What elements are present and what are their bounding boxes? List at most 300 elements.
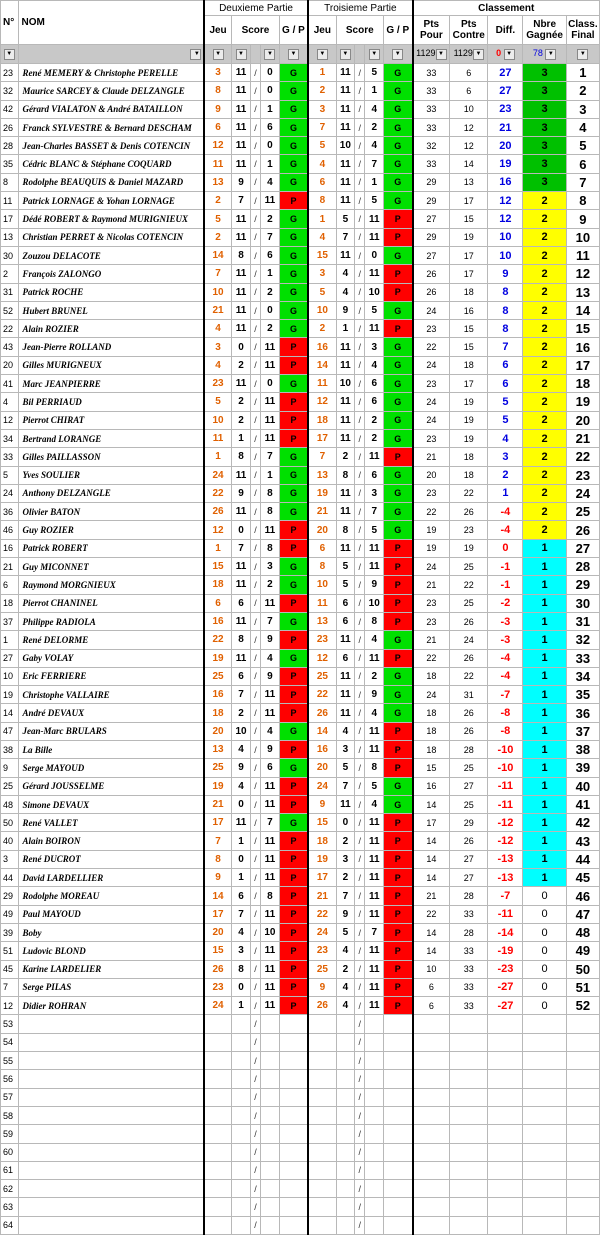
player-name[interactable] <box>18 1143 204 1161</box>
score2-a: 0 <box>232 795 251 813</box>
score2-a: 11 <box>232 649 251 667</box>
score2-b[interactable] <box>261 1180 280 1198</box>
pts-pour-cell: 24 <box>413 558 450 576</box>
score3-slash: / <box>355 228 365 246</box>
score2-a: 11 <box>232 265 251 283</box>
diff-cell: -11 <box>488 777 523 795</box>
dropdown-arrow-icon[interactable]: ▼ <box>369 49 380 60</box>
score2-b: 11 <box>261 521 280 539</box>
jeu3-cell: 9 <box>308 978 336 996</box>
player-name[interactable] <box>18 1106 204 1124</box>
jeu3-cell[interactable] <box>308 1161 336 1179</box>
jeu2-cell[interactable] <box>204 1216 232 1234</box>
player-name[interactable] <box>18 1180 204 1198</box>
score2-a: 11 <box>232 64 251 82</box>
nbre-gagnee-cell: 1 <box>523 631 566 649</box>
score3-b: 6 <box>365 375 384 393</box>
row-number: 1 <box>1 631 19 649</box>
player-name[interactable] <box>18 1052 204 1070</box>
empty-row <box>1 1033 600 1051</box>
score2-b: 11 <box>261 997 280 1015</box>
score2-slash: / <box>250 1161 260 1179</box>
score2-b[interactable] <box>261 1052 280 1070</box>
filter-jeu2[interactable] <box>204 45 232 64</box>
player-name: Pierrot CHANINEL <box>18 594 204 612</box>
nbre-gagnee-cell <box>523 1033 566 1051</box>
gp2-cell: G <box>279 503 308 521</box>
score3-a[interactable] <box>336 1143 355 1161</box>
diff-cell: 5 <box>488 411 523 429</box>
score2-a[interactable] <box>232 1033 251 1051</box>
empty-row <box>1 1216 600 1234</box>
score2-a[interactable] <box>232 1143 251 1161</box>
diff-cell: 20 <box>488 137 523 155</box>
class-final-cell <box>566 1216 599 1234</box>
score3-a[interactable] <box>336 1088 355 1106</box>
class-final-cell: 43 <box>566 832 599 850</box>
gp2-cell: P <box>279 411 308 429</box>
score2-slash: / <box>250 246 260 264</box>
pts-pour-cell: 21 <box>413 576 450 594</box>
diff-cell <box>488 1052 523 1070</box>
jeu3-cell[interactable] <box>308 1052 336 1070</box>
pts-pour-cell: 21 <box>413 631 450 649</box>
pts-contre-cell: 31 <box>450 686 488 704</box>
filter-pts-contre[interactable] <box>450 45 488 64</box>
class-final-cell: 21 <box>566 429 599 447</box>
score3-slash: / <box>355 118 365 136</box>
diff-cell: 7 <box>488 338 523 356</box>
player-name: Zouzou DELACOTE <box>18 246 204 264</box>
score3-b[interactable] <box>365 1070 384 1088</box>
score2-slash: / <box>250 356 260 374</box>
score3-slash: / <box>355 301 365 319</box>
score3-slash: / <box>355 521 365 539</box>
score2-b: 8 <box>261 503 280 521</box>
pts-contre-cell: 27 <box>450 777 488 795</box>
filter-s3a[interactable] <box>336 45 355 64</box>
score2-b: 7 <box>261 814 280 832</box>
jeu3-cell[interactable] <box>308 1106 336 1124</box>
gp3-cell: G <box>384 375 413 393</box>
nbre-gagnee-cell: 2 <box>523 320 566 338</box>
score3-b: 4 <box>365 100 384 118</box>
gp3-cell: P <box>384 869 413 887</box>
jeu3-cell: 7 <box>308 448 336 466</box>
score2-b[interactable] <box>261 1033 280 1051</box>
jeu3-cell[interactable] <box>308 1180 336 1198</box>
score2-slash: / <box>250 429 260 447</box>
score3-slash: / <box>355 1052 365 1070</box>
dropdown-arrow-icon[interactable]: ▼ <box>392 49 403 60</box>
diff-cell: 1 <box>488 484 523 502</box>
gp3-cell: G <box>384 64 413 82</box>
filter-s2b[interactable] <box>261 45 280 64</box>
gp3-cell: G <box>384 466 413 484</box>
gp2-header: G / P <box>279 16 308 45</box>
dropdown-arrow-icon[interactable]: ▼ <box>545 49 556 60</box>
score2-slash: / <box>250 265 260 283</box>
player-name: Jean-Charles BASSET & Denis COTENCIN <box>18 137 204 155</box>
score3-a[interactable] <box>336 1216 355 1234</box>
jeu2-cell[interactable] <box>204 1088 232 1106</box>
nbre-gagnee-cell: 2 <box>523 210 566 228</box>
row-number: 37 <box>1 612 19 630</box>
filter-jeu3[interactable] <box>308 45 336 64</box>
table-row <box>1 631 600 649</box>
gp3-cell: G <box>384 155 413 173</box>
score3-b[interactable] <box>365 1015 384 1033</box>
table-row <box>1 814 600 832</box>
score2-a[interactable] <box>232 1161 251 1179</box>
pts-contre-cell <box>450 1106 488 1124</box>
jeu2-cell[interactable] <box>204 1070 232 1088</box>
dropdown-arrow-icon[interactable]: ▼ <box>288 49 299 60</box>
score2-slash: / <box>250 521 260 539</box>
gp2-cell: P <box>279 869 308 887</box>
nbre-gagnee-cell: 2 <box>523 393 566 411</box>
score2-slash: / <box>250 375 260 393</box>
jeu3-cell[interactable] <box>308 1033 336 1051</box>
score3-slash: / <box>355 576 365 594</box>
score2-a: 1 <box>232 997 251 1015</box>
pts-contre-cell: 17 <box>450 375 488 393</box>
player-name[interactable] <box>18 1125 204 1143</box>
filter-pts-pour[interactable] <box>413 45 450 64</box>
score3-a: 1 <box>336 320 355 338</box>
filter-diff[interactable] <box>488 45 523 64</box>
score2-b[interactable] <box>261 1125 280 1143</box>
filter-num[interactable] <box>1 45 19 64</box>
player-name: Serge PILAS <box>18 978 204 996</box>
score2-slash: / <box>250 722 260 740</box>
player-name: Gilles PAILLASSON <box>18 448 204 466</box>
player-name: René DUCROT <box>18 850 204 868</box>
empty-row <box>1 1161 600 1179</box>
filter-nom[interactable] <box>18 45 204 64</box>
gp3-cell <box>384 1198 413 1216</box>
pts-contre-cell: 23 <box>450 521 488 539</box>
score2-slash: / <box>250 1088 260 1106</box>
pts-pour-cell: 6 <box>413 978 450 996</box>
gp2-cell <box>279 1216 308 1234</box>
score3-a: 11 <box>336 155 355 173</box>
score3-b[interactable] <box>365 1088 384 1106</box>
score3-a: 11 <box>336 539 355 557</box>
nbre-gagnee-cell: 1 <box>523 539 566 557</box>
score3-slash: / <box>355 997 365 1015</box>
pts-pour-cell: 22 <box>413 338 450 356</box>
player-name: Gilles MURIGNEUX <box>18 356 204 374</box>
nbre-total: 78 <box>532 48 543 59</box>
gp3-cell <box>384 1070 413 1088</box>
gp2-cell: G <box>279 82 308 100</box>
player-name: Christophe VALLAIRE <box>18 686 204 704</box>
score3-b[interactable] <box>365 1125 384 1143</box>
score2-a: 9 <box>232 484 251 502</box>
jeu3-cell[interactable] <box>308 1088 336 1106</box>
filter-gp2[interactable] <box>279 45 308 64</box>
class-final-cell: 32 <box>566 631 599 649</box>
filter-gp3[interactable] <box>384 45 413 64</box>
diff-cell: -10 <box>488 740 523 758</box>
gp2-cell: P <box>279 887 308 905</box>
jeu2-cell: 23 <box>204 375 232 393</box>
jeu3-cell: 22 <box>308 905 336 923</box>
score3-slash: / <box>355 1198 365 1216</box>
row-number: 27 <box>1 649 19 667</box>
jeu2-cell[interactable] <box>204 1106 232 1124</box>
score2-slash: / <box>250 686 260 704</box>
jeu2-cell[interactable] <box>204 1143 232 1161</box>
score2-b[interactable] <box>261 1216 280 1234</box>
table-row <box>1 905 600 923</box>
jeu3-cell[interactable] <box>308 1015 336 1033</box>
gp2-cell: P <box>279 539 308 557</box>
class-final-cell <box>566 1180 599 1198</box>
player-name: Serge MAYOUD <box>18 759 204 777</box>
nbre-gagnee-cell: 3 <box>523 82 566 100</box>
jeu2-cell[interactable] <box>204 1198 232 1216</box>
pts-pour-cell: 26 <box>413 265 450 283</box>
jeu2-cell[interactable] <box>204 1052 232 1070</box>
score3-b: 11 <box>365 539 384 557</box>
filter-s2a[interactable] <box>232 45 251 64</box>
dropdown-arrow-icon[interactable]: ▼ <box>264 49 275 60</box>
gp3-cell: G <box>384 338 413 356</box>
score3-slash: / <box>355 320 365 338</box>
player-name[interactable] <box>18 1033 204 1051</box>
score2-b[interactable] <box>261 1198 280 1216</box>
score3-slash: / <box>355 1070 365 1088</box>
gp2-cell: P <box>279 960 308 978</box>
score2-b[interactable] <box>261 1088 280 1106</box>
score2-slash: / <box>250 155 260 173</box>
filter-nbre[interactable] <box>523 45 566 64</box>
pts-contre-cell <box>450 1052 488 1070</box>
pts-contre-cell: 12 <box>450 137 488 155</box>
filter-cf[interactable] <box>566 45 599 64</box>
class-final-cell: 42 <box>566 814 599 832</box>
score2-b: 7 <box>261 448 280 466</box>
score3-b[interactable] <box>365 1052 384 1070</box>
player-name: Alain ROZIER <box>18 320 204 338</box>
score3-b[interactable] <box>365 1033 384 1051</box>
player-name[interactable] <box>18 1088 204 1106</box>
gp3-cell: G <box>384 704 413 722</box>
gp3-cell: P <box>384 210 413 228</box>
jeu3-cell: 21 <box>308 887 336 905</box>
gp2-cell: G <box>279 558 308 576</box>
dropdown-arrow-icon[interactable]: ▼ <box>340 49 351 60</box>
gp3-cell: G <box>384 192 413 210</box>
player-name: Rodolphe MOREAU <box>18 887 204 905</box>
score3-b: 11 <box>365 228 384 246</box>
score3-b[interactable] <box>365 1198 384 1216</box>
jeu3-cell[interactable] <box>308 1143 336 1161</box>
score3-a[interactable] <box>336 1052 355 1070</box>
dropdown-arrow-icon[interactable]: ▼ <box>213 49 224 60</box>
score3-b[interactable] <box>365 1216 384 1234</box>
score3-slash: / <box>355 869 365 887</box>
jeu3-cell: 14 <box>308 356 336 374</box>
filter-s3b[interactable] <box>365 45 384 64</box>
gp2-cell: P <box>279 429 308 447</box>
score3-a: 5 <box>336 210 355 228</box>
score2-b[interactable] <box>261 1161 280 1179</box>
score3-b: 2 <box>365 429 384 447</box>
player-name[interactable] <box>18 1070 204 1088</box>
score3-a[interactable] <box>336 1161 355 1179</box>
class-final-cell: 25 <box>566 503 599 521</box>
diff-cell: -27 <box>488 978 523 996</box>
pts-pour-cell <box>413 1106 450 1124</box>
gp3-cell <box>384 1015 413 1033</box>
score3-a[interactable] <box>336 1125 355 1143</box>
score3-a[interactable] <box>336 1180 355 1198</box>
dropdown-arrow-icon[interactable]: ▼ <box>4 49 15 60</box>
dropdown-arrow-icon[interactable]: ▼ <box>436 49 447 60</box>
nbre-gagnee-cell <box>523 1143 566 1161</box>
gp3-cell <box>384 1052 413 1070</box>
jeu3-cell[interactable] <box>308 1070 336 1088</box>
gp3-cell: P <box>384 558 413 576</box>
score2-a[interactable] <box>232 1216 251 1234</box>
score2-a[interactable] <box>232 1125 251 1143</box>
class-final-cell: 2 <box>566 82 599 100</box>
nbre-gagnee-cell: 1 <box>523 759 566 777</box>
score2-b: 11 <box>261 192 280 210</box>
nbre-gagnee-cell: 3 <box>523 173 566 191</box>
score2-b[interactable] <box>261 1106 280 1124</box>
score3-b[interactable] <box>365 1161 384 1179</box>
dropdown-arrow-icon[interactable]: ▼ <box>473 49 484 60</box>
gp3-cell: P <box>384 978 413 996</box>
gp2-cell: P <box>279 338 308 356</box>
pts-pour-cell: 18 <box>413 722 450 740</box>
score2-a[interactable] <box>232 1088 251 1106</box>
score2-a: 6 <box>232 594 251 612</box>
score2-a[interactable] <box>232 1015 251 1033</box>
pts-contre-cell: 19 <box>450 429 488 447</box>
pts-contre-cell: 26 <box>450 722 488 740</box>
score2-a[interactable] <box>232 1070 251 1088</box>
row-number: 39 <box>1 923 19 941</box>
score3-b[interactable] <box>365 1106 384 1124</box>
score3-a[interactable] <box>336 1015 355 1033</box>
score3-a: 11 <box>336 667 355 685</box>
jeu2-cell[interactable] <box>204 1015 232 1033</box>
class-final-cell: 37 <box>566 722 599 740</box>
player-name[interactable] <box>18 1161 204 1179</box>
score2-a[interactable] <box>232 1198 251 1216</box>
pts-pour-cell <box>413 1180 450 1198</box>
score3-b[interactable] <box>365 1143 384 1161</box>
gp3-cell: G <box>384 631 413 649</box>
gp2-cell: P <box>279 997 308 1015</box>
pts-contre-cell: 33 <box>450 978 488 996</box>
score2-a[interactable] <box>232 1052 251 1070</box>
jeu3-cell: 8 <box>308 192 336 210</box>
score2-slash: / <box>250 82 260 100</box>
nbre-gagnee-cell: 3 <box>523 100 566 118</box>
pts-pour-cell: 18 <box>413 667 450 685</box>
score2-a[interactable] <box>232 1180 251 1198</box>
table-row <box>1 228 600 246</box>
dropdown-arrow-icon[interactable]: ▼ <box>236 49 247 60</box>
row-number: 45 <box>1 960 19 978</box>
empty-row <box>1 1088 600 1106</box>
score2-slash: / <box>250 393 260 411</box>
dropdown-arrow-icon[interactable]: ▼ <box>317 49 328 60</box>
score3-a: 11 <box>336 393 355 411</box>
score3-slash: / <box>355 466 365 484</box>
pts-pour-cell: 20 <box>413 466 450 484</box>
score2-a: 11 <box>232 814 251 832</box>
score3-a: 3 <box>336 740 355 758</box>
score2-b: 1 <box>261 100 280 118</box>
jeu2-cell[interactable] <box>204 1161 232 1179</box>
score2-a[interactable] <box>232 1106 251 1124</box>
score3-slash: / <box>355 503 365 521</box>
dropdown-arrow-icon[interactable]: ▼ <box>577 49 588 60</box>
score2-b[interactable] <box>261 1143 280 1161</box>
gp3-cell: P <box>384 594 413 612</box>
jeu3-cell[interactable] <box>308 1216 336 1234</box>
table-row <box>1 210 600 228</box>
score2-slash: / <box>250 228 260 246</box>
gp2-cell: G <box>279 466 308 484</box>
player-name[interactable] <box>18 1198 204 1216</box>
score3-a[interactable] <box>336 1106 355 1124</box>
jeu3-cell[interactable] <box>308 1125 336 1143</box>
score2-a: 11 <box>232 466 251 484</box>
score3-a[interactable] <box>336 1033 355 1051</box>
score3-slash: / <box>355 1216 365 1234</box>
table-row <box>1 850 600 868</box>
score3-a: 11 <box>336 704 355 722</box>
dropdown-arrow-icon[interactable]: ▼ <box>504 49 515 60</box>
score3-a[interactable] <box>336 1198 355 1216</box>
pts-contre-cell: 27 <box>450 850 488 868</box>
player-name[interactable] <box>18 1015 204 1033</box>
jeu2-cell[interactable] <box>204 1125 232 1143</box>
jeu2-cell[interactable] <box>204 1033 232 1051</box>
score3-slash: / <box>355 246 365 264</box>
score2-b[interactable] <box>261 1015 280 1033</box>
pts-pour-header: Pts Pour <box>413 16 450 45</box>
class-final-cell: 45 <box>566 869 599 887</box>
pts-contre-cell: 25 <box>450 558 488 576</box>
score3-b: 11 <box>365 649 384 667</box>
score3-a[interactable] <box>336 1070 355 1088</box>
score3-a: 6 <box>336 594 355 612</box>
gp2-cell: G <box>279 759 308 777</box>
score2-b[interactable] <box>261 1070 280 1088</box>
row-number: 49 <box>1 905 19 923</box>
player-name[interactable] <box>18 1216 204 1234</box>
score2-b: 9 <box>261 667 280 685</box>
gp2-cell: G <box>279 118 308 136</box>
jeu2-cell: 13 <box>204 740 232 758</box>
dropdown-arrow-icon[interactable]: ▼ <box>190 49 201 60</box>
score3-b[interactable] <box>365 1180 384 1198</box>
jeu3-cell: 7 <box>308 118 336 136</box>
jeu2-cell[interactable] <box>204 1180 232 1198</box>
score3-b: 11 <box>365 448 384 466</box>
table-row <box>1 832 600 850</box>
jeu3-cell[interactable] <box>308 1198 336 1216</box>
